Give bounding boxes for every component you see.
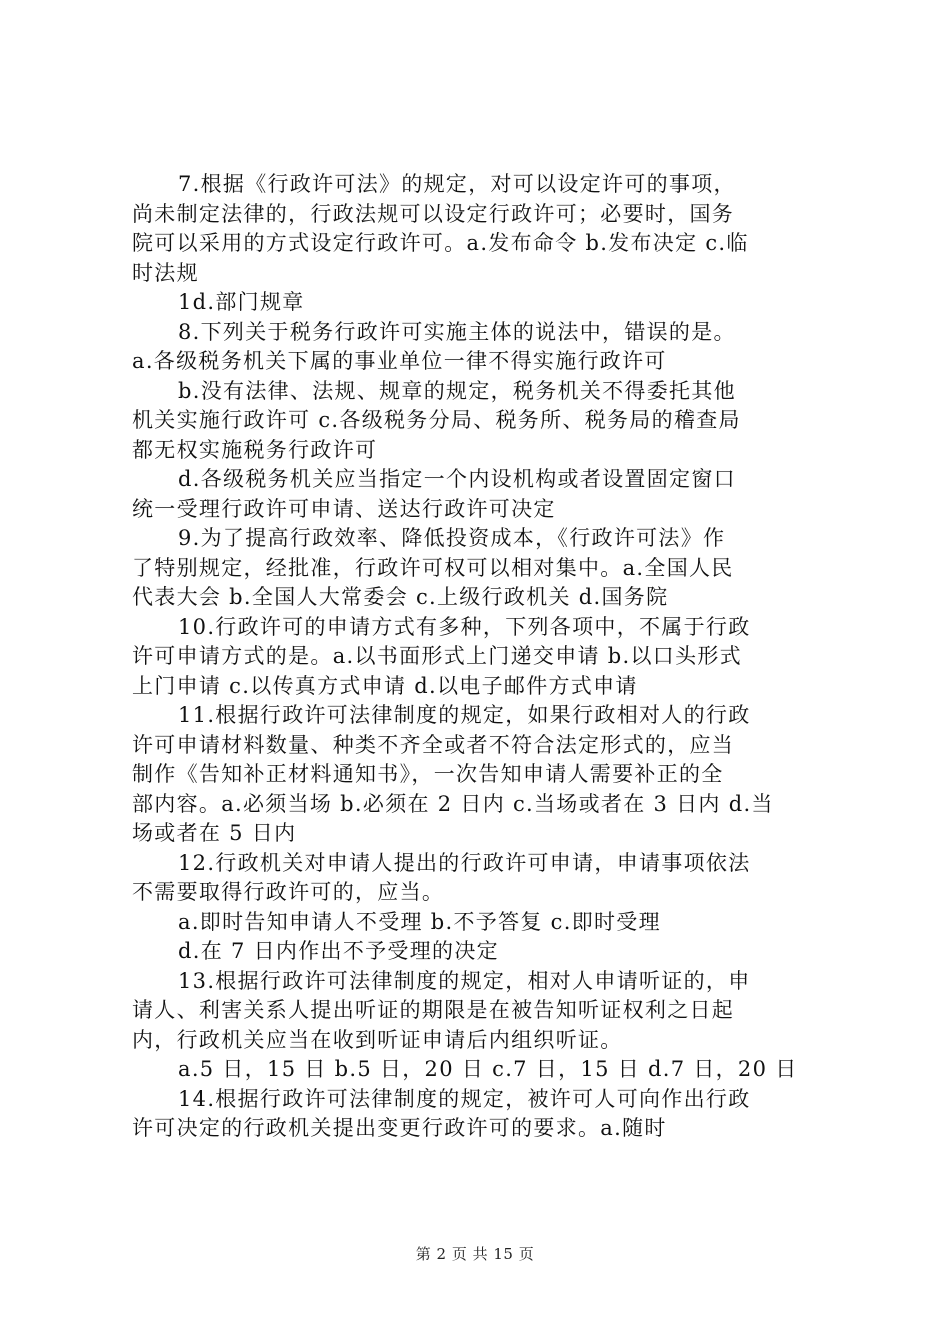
text-line: 统一受理行政许可申请、送达行政许可决定 xyxy=(132,496,556,521)
text-line: 都无权实施税务行政许可 xyxy=(132,437,378,462)
text-line: 时法规 xyxy=(132,260,199,285)
text-line: 场或者在 5 日内 xyxy=(132,821,297,845)
text-line: 许可申请材料数量、种类不齐全或者不符合法定形式的，应当 xyxy=(132,732,735,757)
text-line: 机关实施行政许可 c.各级税务分局、税务所、税务局的稽查局 xyxy=(132,408,741,432)
text-line: 制作《告知补正材料通知书》，一次告知申请人需要补正的全 xyxy=(132,762,724,786)
text-line: 代表大会 b.全国人大常委会 c.上级行政机关 d.国务院 xyxy=(132,585,669,609)
text-line: 9.为了提高行政效率、降低投资成本，《行政许可法》作 xyxy=(178,526,726,550)
text-line: 请人、利害关系人提出听证的期限是在被告知听证权利之日起 xyxy=(132,998,735,1022)
text-line: 了特别规定，经批准，行政许可权可以相对集中。a.全国人民 xyxy=(132,555,734,580)
text-line: 院可以采用的方式设定行政许可。a.发布命令 b.发布决定 c.临 xyxy=(132,231,749,255)
text-line: 许可申请方式的是。a.以书面形式上门递交申请 b.以口头形式 xyxy=(132,644,742,668)
text-line: 尚未制定法律的，行政法规可以设定行政许可；必要时，国务 xyxy=(132,201,735,226)
text-line: 1d.部门规章 xyxy=(178,290,305,314)
text-line: 10.行政许可的申请方式有多种，下列各项中，不属于行政 xyxy=(178,614,751,639)
document-body xyxy=(132,170,842,1144)
text-line: 部内容。a.必须当场 b.必须在 2 日内 c.当场或者在 3 日内 d.当 xyxy=(132,791,774,816)
text-line: a.5 日，15 日 b.5 日，20 日 c.7 日，15 日 d.7 日，20 日 xyxy=(178,1057,798,1081)
text-line: 内，行政机关应当在收到听证申请后内组织听证。 xyxy=(132,1027,623,1052)
page-footer: 第 2 页 共 15 页 xyxy=(415,1245,535,1263)
text-line: d.在 7 日内作出不予受理的决定 xyxy=(178,939,499,963)
text-line: 8.下列关于税务行政许可实施主体的说法中，错误的是。 xyxy=(178,319,736,344)
text-line: 12.行政机关对申请人提出的行政许可申请，申请事项依法 xyxy=(178,850,751,875)
text-line: a.即时告知申请人不受理 b.不予答复 c.即时受理 xyxy=(178,909,661,934)
text-line: 许可决定的行政机关提出变更行政许可的要求。a.随时 xyxy=(132,1116,667,1140)
text-line: d.各级税务机关应当指定一个内设机构或者设置固定窗口 xyxy=(178,467,736,491)
text-line: b.没有法律、法规、规章的规定，税务机关不得委托其他 xyxy=(178,378,736,403)
text-line: 13.根据行政许可法律制度的规定，相对人申请听证的，申 xyxy=(178,968,751,993)
text-line: 上门申请 c.以传真方式申请 d.以电子邮件方式申请 xyxy=(132,673,638,698)
text-line: 14.根据行政许可法律制度的规定，被许可人可向作出行政 xyxy=(178,1086,751,1111)
text-line: a.各级税务机关下属的事业单位一律不得实施行政许可 xyxy=(132,349,667,373)
text-line: 11.根据行政许可法律制度的规定，如果行政相对人的行政 xyxy=(178,703,751,727)
text-line: 不需要取得行政许可的，应当。 xyxy=(132,880,445,904)
text-line: 7.根据《行政许可法》的规定，对可以设定许可的事项， xyxy=(178,172,736,196)
